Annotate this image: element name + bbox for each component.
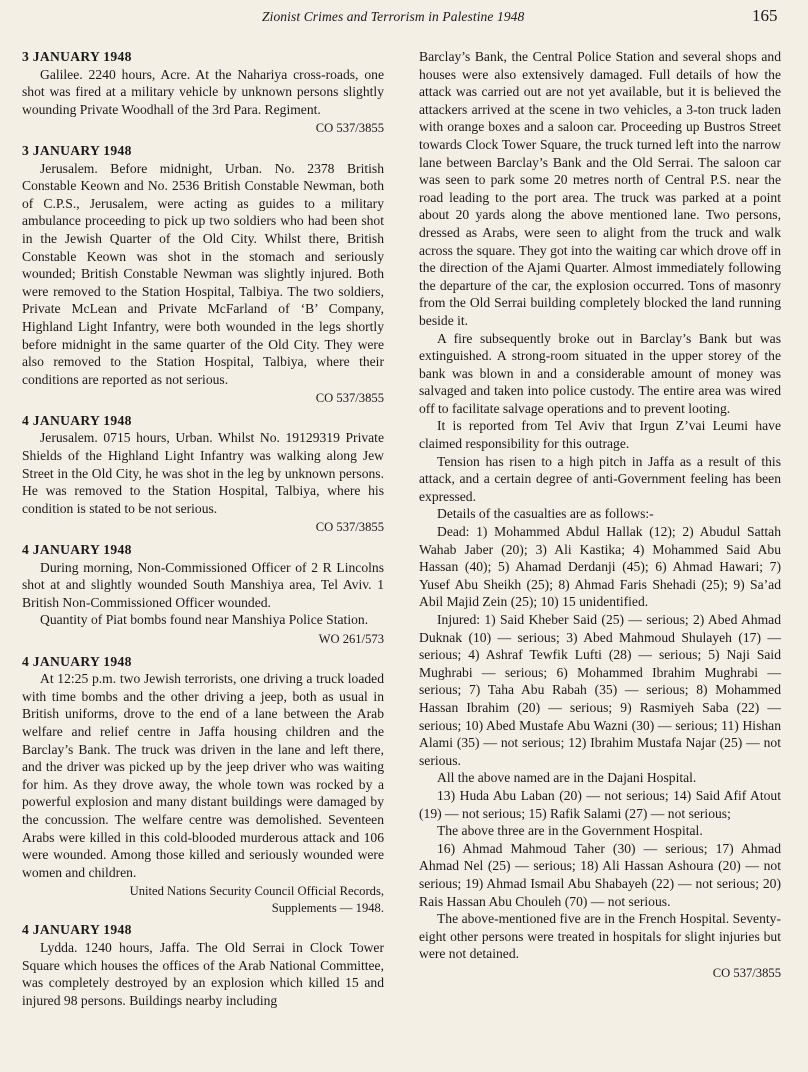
hospital-note: The above-mentioned five are in the French Hospital. Seventy-eight other persons were treated in hospitals for slight injuries but were not detained.: [419, 911, 781, 962]
entry-date-heading: 3 JANUARY 1948: [22, 142, 132, 158]
entry-paragraph: Jerusalem. Before midnight, Urban. No. 2378 British Constable Keown and No. 2536 British Constable Newman, both of C.P.S., Jerusalem, were acting as guides to a military ambulance proceeding to pick up two soldiers who had been shot in the Jewish Quarter of the Old City. Whilst there, British Constable Keown was shot in the stomach and seriously wounded; British Constable Newman was slightly injured. Both were removed to the Station Hospital, Talbiya. The two soldiers, Private McLean and Private McFarland of ‘B’ Company, Highland Light Infantry, were both wounded in the legs shortly before midnight in the same quarter of the Old City. They were also removed to the Station Hospital, Talbiya, where their conditions are reported as not serious.: [22, 160, 384, 387]
running-head: [0, 6, 808, 30]
entry-paragraph: Galilee. 2240 hours, Acre. At the Nahariya cross-roads, one shot was fired at a military vehicle by unknown persons slightly wounding Private Woodhall of the 3rd Para. Regiment.: [22, 66, 384, 117]
body-paragraph: Details of the casualties are as follows:-: [437, 506, 654, 522]
body-paragraph: A fire subsequently broke out in Barclay’s Bank but was extinguished. A strong-room situated in the upper storey of the bank was blown in and a considerable amount of money was salvaged and taken into police custody. The entire area was wired off to facilitate salvage operations and to prevent looting.: [419, 330, 781, 416]
casualty-list-injured: 13) Huda Abu Laban (20) — not serious; 14) Said Afif Atout (19) — not serious; 15) Rafik Salami (27) — not serious;: [419, 787, 781, 821]
source-citation: [22, 883, 384, 917]
casualty-list-injured: Injured: 1) Said Kheber Said (25) — serious; 2) Abed Ahmad Duknak (10) — serious; 3) Abed Mahmoud Shulayeh (17) — serious; 4) Ashraf Tewfik Lufti (28) — serious; 5) Naji Said Mughrabi — serious; 6) Mohammed Ibrahim Mughrabi — serious; 7) Taha Abu Rabah (35) — serious; 8) Mohammed Hassan Ibrahim (20) — serious; 9) Rasmiyeh Saba (22) — serious; 10) Abed Mustafe Abu Wazni (30) — serious; 11) Hishan Alami (35) — not serious; 12) Ibrahim Mustafa Najar (25) — not serious.: [419, 612, 781, 768]
source-citation-line: Supplements — 1948.: [271, 901, 384, 916]
entry-paragraph: During morning, Non-Commissioned Officer of 2 R Lincolns shot at and slightly wounded South Manshiya area, Tel Aviv. 1 British Non-Commissioned Officer wounded.: [22, 559, 384, 610]
page-number: 165: [752, 6, 778, 25]
entry-date-heading: 3 JANUARY 1948: [22, 49, 132, 64]
continued-paragraph: Barclay’s Bank, the Central Police Station and several shops and houses were also extensively damaged. Full details of how the attack was carried out are not yet available, but it is believed the attackers arrived at the scene in two vehicles, a 3-ton truck laden with orange boxes and a saloon car. Proceeding up Bustros Street towards Clock Tower Square, the truck turned left into the narrow lane between Barclay’s Bank and the Old Serrai. The saloon car was seen to park some 20 metres north of Central P.S. near the road leading to the port area. The truck was parked at a point about 20 yards along the above mentioned lane. Two persons, dressed as Arabs, were seen to alight from the truck and walk across the square. They got into the waiting car which drove off in the direction of the Ajami Quarter. Almost immediately following the departure of the car, the explosion occurred. Tons of masonry from the Old Serrai building completely blocked the land running beside it.: [419, 49, 781, 328]
entry-paragraph: Jerusalem. 0715 hours, Urban. Whilst No. 19129319 Private Shields of the Highland Light Infantry was walking along Jew Street in the Old City, he was shot in the leg by unknown persons. He was removed to the Station Hospital, Talbiya, where his condition is stated to be not serious.: [22, 430, 384, 516]
running-title: Zionist Crimes and Terrorism in Palestine 1948: [262, 9, 525, 24]
entry-date-heading: 4 JANUARY 1948: [22, 412, 132, 428]
entry-paragraph: At 12:25 p.m. two Jewish terrorists, one driving a truck loaded with time bombs and the other driving a jeep, both as usual in British uniforms, drove to the end of a lane between the Arab welfare and relief centre in Jaffa housing children and the Barclay’s Bank. The truck was driven in the lane and left there, and the driver was picked up by the jeep driver who was waiting for him. As they drove away, the whole town was rocked by a powerful explosion and many distant buildings were damaged by the concussion. The welfare centre was demolished. Seventeen Arabs were killed in this cold-blooded murderous attack and 106 were wounded. Among those killed and seriously wounded were women and children.: [22, 671, 384, 880]
entry-paragraph: Quantity of Piat bombs found near Manshiya Police Station.: [40, 612, 369, 628]
hospital-note: The above three are in the Government Hospital.: [437, 823, 703, 839]
archive-reference: CO 537/3855: [315, 520, 384, 535]
entry-date-heading: 4 JANUARY 1948: [22, 542, 132, 558]
archive-reference: CO 537/3855: [315, 391, 384, 406]
hospital-note: All the above named are in the Dajani Hospital.: [437, 770, 697, 786]
entry-date-heading: 4 JANUARY 1948: [22, 653, 132, 669]
entry-paragraph: Lydda. 1240 hours, Jaffa. The Old Serrai in Clock Tower Square which houses the offices of the Arab National Committee, was completely destroyed by an explosion which killed 15 and injured 98 persons. Buildings nearby including: [22, 939, 384, 1008]
archive-reference: WO 261/573: [318, 632, 384, 646]
archive-reference: CO 537/3855: [712, 965, 781, 980]
casualty-list-injured: 16) Ahmad Mahmoud Taher (30) — serious; 17) Ahmad Ahmad Nel (25) — serious; 18) Ali Hassan Ashoura (20) — not serious; 19) Ahmad Ismail Abu Shabayeh (22) — not serious; 20) Rais Hassan Abu Chouleh (70) — not serious.: [419, 840, 781, 909]
body-paragraph: It is reported from Tel Aviv that Irgun Z’vai Leumi have claimed responsibility for this outrage.: [419, 418, 781, 452]
entry-date-heading: 4 JANUARY 1948: [22, 922, 132, 938]
left-column: [22, 48, 384, 1009]
casualty-list-dead: Dead: 1) Mohammed Abdul Hallak (12); 2) Abudul Sattah Wahab Jaber (20); 3) Ali Kastika; 4) Mohammed Said Abu Hassan (40); 5) Ahamad Derdanji (45); 6) Ahmad Hawari; 7) Yusef Abu Sheikh (25); 8) Ahmad Faris Shehadi (25); 9) Sa’ad Abil Majid Zein (25); 10) 15 unidentified.: [419, 524, 781, 610]
right-column: [419, 48, 781, 982]
archive-reference: CO 537/3855: [315, 121, 384, 136]
body-paragraph: Tension has risen to a high pitch in Jaffa as a result of this attack, and a certain degree of anti-Government feeling has been expressed.: [419, 453, 781, 504]
source-citation-line: United Nations Security Council Official Records,: [129, 884, 384, 899]
